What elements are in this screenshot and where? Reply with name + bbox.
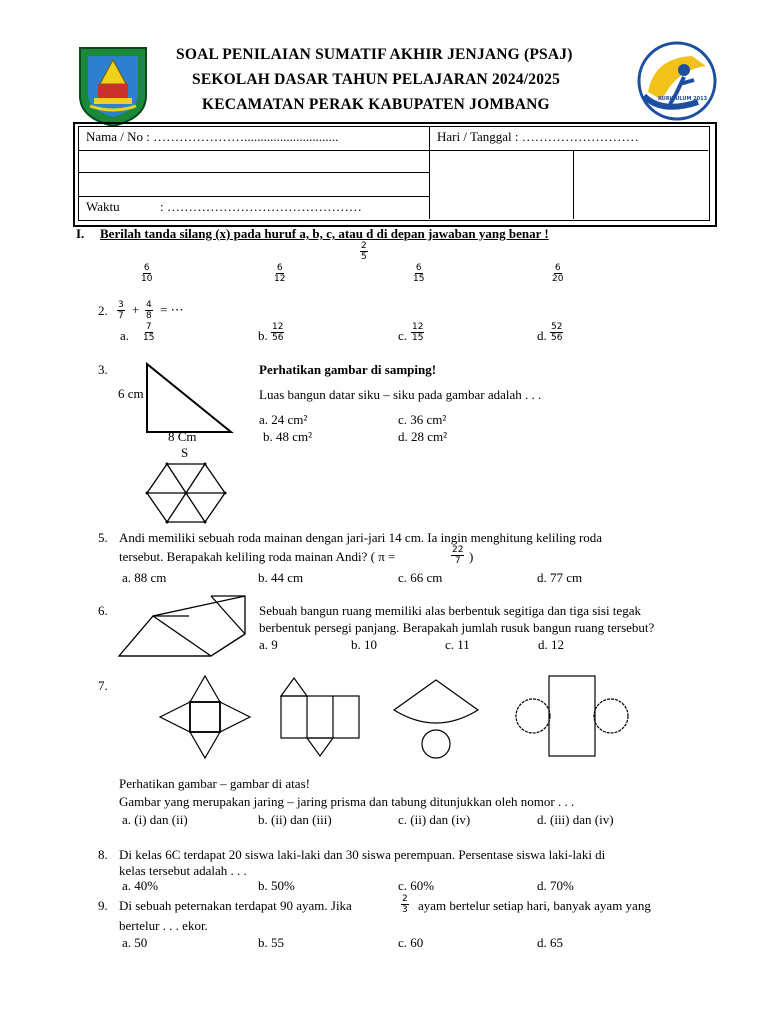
- q3-number: 3.: [98, 362, 108, 377]
- q2-fraction-2: $\frac{4}{8}$: [146, 300, 152, 321]
- q9-fraction: $\frac{2}{3}$: [402, 894, 408, 915]
- q9-line1-end: ayam bertelur setiap hari, banyak ayam yang: [418, 898, 651, 913]
- q7-option-a[interactable]: a. (i) dan (ii): [122, 812, 188, 827]
- section-instruction: Berilah tanda silang (x) pada huruf a, b, c, atau d di depan jawaban yang benar !: [100, 226, 549, 241]
- q5-number: 5.: [98, 530, 108, 545]
- section-number: I.: [76, 226, 85, 241]
- name-field[interactable]: Nama / No : ………………….............................: [86, 129, 339, 144]
- q4-hexagon: [143, 460, 229, 526]
- q1-option-b[interactable]: $\frac{6}{12}$: [274, 263, 286, 284]
- q7-net-prism: [279, 676, 361, 758]
- q6-option-c[interactable]: c. 11: [445, 637, 470, 652]
- q4-letter: S: [181, 445, 189, 460]
- q3-option-c[interactable]: c. 36 cm²: [398, 412, 447, 427]
- q9-option-a[interactable]: a. 50: [122, 935, 148, 950]
- q1-stem-fraction: $\frac{2}{5}$: [361, 241, 367, 262]
- q9-option-d[interactable]: d. 65: [537, 935, 563, 950]
- q8-option-a[interactable]: a. 40%: [122, 878, 159, 893]
- q8-number: 8.: [98, 847, 108, 862]
- q5-line1: Andi memiliki sebuah roda mainan dengan jari-jari 14 cm. Ia ingin menghitung keliling roda: [119, 530, 603, 545]
- q5-pi-fraction: $\frac{22}{7}$: [452, 545, 464, 566]
- q9-line1: Di sebuah peternakan terdapat 90 ayam. Jika: [119, 898, 352, 913]
- q1-option-a[interactable]: $\frac{6}{10}$: [141, 263, 153, 284]
- regency-logo: [76, 44, 150, 128]
- q7-net-cone: [392, 676, 480, 760]
- q3-base-label: 8 Cm: [168, 429, 197, 444]
- q6-number: 6.: [98, 603, 108, 618]
- q8-line2: kelas tersebut adalah . . .: [119, 863, 247, 878]
- q1-option-d[interactable]: $\frac{6}{20}$: [552, 263, 564, 284]
- q3-side-label: 6 cm: [118, 386, 144, 401]
- date-field[interactable]: Hari / Tanggal : ………………………: [437, 129, 639, 144]
- q3-text: Luas bangun datar siku – siku pada gambar adalah . . .: [259, 387, 542, 402]
- q2-label-c: c.: [398, 328, 408, 343]
- q3-triangle: [145, 362, 235, 434]
- q5-option-d[interactable]: d. 77 cm: [537, 570, 583, 585]
- q8-option-d[interactable]: d. 70%: [537, 878, 574, 893]
- q7-net-cylinder: [513, 674, 631, 758]
- header-line-3: KECAMATAN PERAK KABUPATEN JOMBANG: [202, 96, 550, 113]
- q2-label-b: b.: [258, 328, 268, 343]
- q2-equals: = ⋯: [160, 302, 184, 317]
- q3-option-d[interactable]: d. 28 cm²: [398, 429, 448, 444]
- q6-line2: berbentuk persegi panjang. Berapakah jumlah rusuk bangun ruang tersebut?: [259, 620, 655, 635]
- q2-fraction-1: $\frac{3}{7}$: [118, 300, 124, 321]
- curriculum-logo: [632, 40, 722, 122]
- q7-option-c[interactable]: c. (ii) dan (iv): [398, 812, 471, 827]
- q3-heading: Perhatikan gambar di samping!: [259, 362, 437, 377]
- q8-option-b[interactable]: b. 50%: [258, 878, 295, 893]
- q6-prism: [117, 592, 249, 660]
- q2-plus: +: [132, 302, 140, 317]
- q7-line1: Perhatikan gambar – gambar di atas!: [119, 776, 310, 791]
- q1-option-c[interactable]: $\frac{6}{15}$: [413, 263, 425, 284]
- q5-option-c[interactable]: c. 66 cm: [398, 570, 443, 585]
- q7-option-d[interactable]: d. (iii) dan (iv): [537, 812, 614, 827]
- q5-line2: tersebut. Berapakah keliling roda mainan Andi? ( π =: [119, 549, 396, 564]
- q2-label-a: a.: [120, 328, 130, 343]
- q2-option-a[interactable]: $\frac{7}{15}$: [143, 322, 155, 343]
- q2-number: 2.: [98, 303, 108, 318]
- q6-option-a[interactable]: a. 9: [259, 637, 278, 652]
- header-line-2: SEKOLAH DASAR TAHUN PELAJARAN 2024/2025: [192, 71, 561, 88]
- q7-number: 7.: [98, 678, 108, 693]
- q3-option-a[interactable]: a. 24 cm²: [259, 412, 308, 427]
- q8-line1: Di kelas 6C terdapat 20 siswa laki-laki dan 30 siswa perempuan. Persentase siswa laki-laki di: [119, 847, 606, 862]
- q6-option-d[interactable]: d. 12: [538, 637, 564, 652]
- q9-option-c[interactable]: c. 60: [398, 935, 424, 950]
- q2-option-c[interactable]: $\frac{12}{15}$: [412, 322, 424, 343]
- q5-option-b[interactable]: b. 44 cm: [258, 570, 304, 585]
- header-line-1: SOAL PENILAIAN SUMATIF AKHIR JENJANG (PSAJ): [176, 46, 573, 63]
- q9-option-b[interactable]: b. 55: [258, 935, 284, 950]
- q6-line1: Sebuah bangun ruang memiliki alas berbentuk segitiga dan tiga sisi tegak: [259, 603, 641, 618]
- q2-label-d: d.: [537, 328, 547, 343]
- q9-number: 9.: [98, 898, 108, 913]
- q2-option-b[interactable]: $\frac{12}{56}$: [272, 322, 284, 343]
- time-field[interactable]: : ………………………………………: [160, 199, 362, 214]
- q5-option-a[interactable]: a. 88 cm: [122, 570, 167, 585]
- curriculum-logo-text: KURIKULUM 2013: [658, 96, 708, 102]
- q7-line2: Gambar yang merupakan jaring – jaring prisma dan tabung ditunjukkan oleh nomor . . .: [119, 794, 575, 809]
- q7-option-b[interactable]: b. (ii) dan (iii): [258, 812, 332, 827]
- q9-line2: bertelur . . . ekor.: [119, 918, 208, 933]
- q5-line2-end: ): [469, 549, 474, 564]
- q3-option-b[interactable]: b. 48 cm²: [263, 429, 313, 444]
- time-label: Waktu: [86, 199, 120, 214]
- q8-option-c[interactable]: c. 60%: [398, 878, 435, 893]
- q2-option-d[interactable]: $\frac{52}{56}$: [551, 322, 563, 343]
- q7-net-pyramid: [158, 674, 252, 760]
- q6-option-b[interactable]: b. 10: [351, 637, 377, 652]
